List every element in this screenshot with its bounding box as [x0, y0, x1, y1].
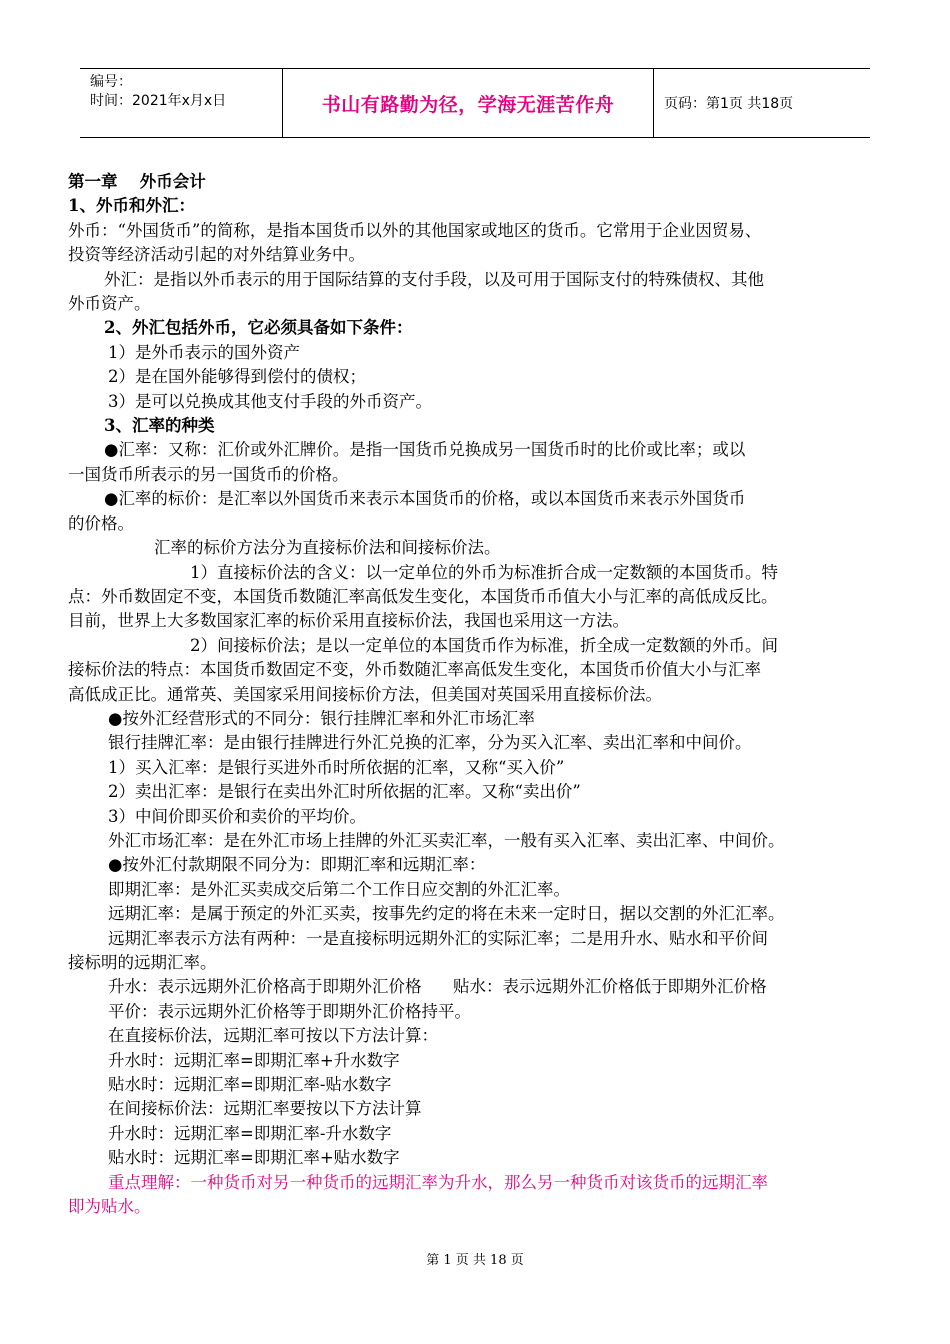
- document-date: 时间：2021年x月x日: [90, 93, 227, 109]
- list-item: 3）中间价即买价和卖价的平均价。: [108, 806, 366, 826]
- body-line: 2）间接标价法；是以一定单位的本国货币作为标准，折全成一定数额的外币。间: [190, 635, 778, 655]
- body-line: 外币资产。: [68, 294, 151, 314]
- list-item: 2）卖出汇率：是银行在卖出外汇时所依据的汇率。又称“卖出价”: [108, 782, 581, 802]
- body-line: 接标明的远期汇率。: [68, 953, 217, 972]
- header-page-info: 页码：第1页 共18页: [664, 96, 794, 112]
- formula-line: 贴水时：远期汇率=即期汇率-贴水数字: [108, 1075, 392, 1095]
- body-line: 汇率的标价方法分为直接标价法和间接标价法。: [154, 538, 501, 558]
- formula-line: 升水时：远期汇率=即期汇率-升水数字: [108, 1123, 392, 1143]
- body-line: 点：外币数固定不变，本国货币数随汇率高低发生变化，本国货币币值大小与汇率的高低成反比。: [68, 586, 778, 606]
- body-line: 的价格。: [68, 513, 134, 533]
- document-number-label: 编号：: [90, 74, 132, 90]
- list-item: 2）是在国外能够得到偿付的债权；: [108, 367, 366, 387]
- bullet-line: ●汇率的标价：是汇率以外国货币来表示本国货币的价格，或以本国货币来表示外国货币: [104, 489, 746, 509]
- page-footer: 第 1 页 共 18 页: [426, 1253, 524, 1268]
- body-line: 投资等经济活动引起的对外结算业务中。: [68, 245, 365, 265]
- body-line: 高低成正比。通常英、美国家采用间接标价方法，但美国对英国采用直接标价法。: [68, 684, 662, 704]
- body-line: 即期汇率：是外汇买卖成交后第二个工作日应交割的外汇汇率。: [108, 879, 570, 899]
- body-line: 在间接标价法：远期汇率要按以下方法计算: [108, 1099, 422, 1119]
- section-heading: 1、外币和外汇：: [68, 196, 195, 216]
- header-meta: [80, 69, 282, 137]
- formula-line: 升水时：远期汇率=即期汇率+升水数字: [108, 1050, 400, 1070]
- key-point-line: 重点理解：一种货币对另一种货币的远期汇率为升水，那么另一种货币对该货币的远期汇率: [108, 1172, 768, 1192]
- formula-line: 贴水时：远期汇率=即期汇率+贴水数字: [108, 1148, 400, 1168]
- body-line: 外币：“外国货币”的简称，是指本国货币以外的其他国家或地区的货币。它常用于企业因贸易、: [68, 220, 762, 240]
- body-line: 外汇市场汇率：是在外汇市场上挂牌的外汇买卖汇率，一般有买入汇率、卖出汇率、中间价。: [108, 830, 785, 850]
- body-line: 1）直接标价法的含义：以一定单位的外币为标准折合成一定数额的本国货币。特: [190, 562, 778, 582]
- body-line: 银行挂牌汇率：是由银行挂牌进行外汇兑换的汇率，分为买入汇率、卖出汇率和中间价。: [108, 733, 752, 753]
- body-line: 一国货币所表示的另一国货币的价格。: [68, 464, 349, 484]
- key-point-line: 即为贴水。: [68, 1197, 151, 1217]
- body-line: 升水：表示远期外汇价格高于即期外汇价格 贴水：表示远期外汇价格低于即期外汇价格: [108, 977, 767, 997]
- page-header: [80, 68, 870, 138]
- bullet-line: ●汇率：又称：汇价或外汇牌价。是指一国货币兑换成另一国货币时的比价或比率；或以: [104, 440, 746, 460]
- list-item: 3）是可以兑换成其他支付手段的外币资产。: [108, 391, 432, 411]
- body-line: 外汇：是指以外币表示的用于国际结算的支付手段，以及可用于国际支付的特殊债权、其他: [104, 269, 764, 289]
- body-line: 远期汇率：是属于预定的外汇买卖，按事先约定的将在未来一定时日，据以交割的外汇汇率。: [108, 904, 785, 924]
- list-item: 1）是外币表示的国外资产: [108, 342, 300, 362]
- body-line: 平价：表示远期外汇价格等于即期外汇价格持平。: [108, 1001, 471, 1021]
- bullet-line: ●按外汇付款期限不同分为：即期汇率和远期汇率：: [108, 855, 486, 875]
- chapter-title: 第一章 外币会计: [68, 172, 206, 191]
- body-line: 目前，世界上大多数国家汇率的标价采用直接标价法，我国也采用这一方法。: [68, 611, 629, 631]
- section-heading: 3、汇率的种类: [104, 416, 215, 436]
- body-line: 在直接标价法，远期汇率可按以下方法计算：: [108, 1026, 438, 1046]
- bullet-line: ●按外汇经营形式的不同分：银行挂牌汇率和外汇市场汇率: [108, 708, 535, 728]
- section-heading: 2、外汇包括外币，它必须具备如下条件：: [104, 318, 413, 338]
- list-item: 1）买入汇率：是银行买进外币时所依据的汇率，又称“买入价”: [108, 757, 565, 777]
- header-motto: 书山有路勤为径，学海无涯苦作舟: [282, 69, 654, 137]
- body-line: 接标价法的特点：本国货币数固定不变，外币数随汇率高低发生变化，本国货币价值大小与汇率: [68, 660, 761, 680]
- document-body: [68, 170, 883, 1219]
- body-line: 远期汇率表示方法有两种：一是直接标明远期外汇的实际汇率；二是用升水、贴水和平价间: [108, 928, 768, 948]
